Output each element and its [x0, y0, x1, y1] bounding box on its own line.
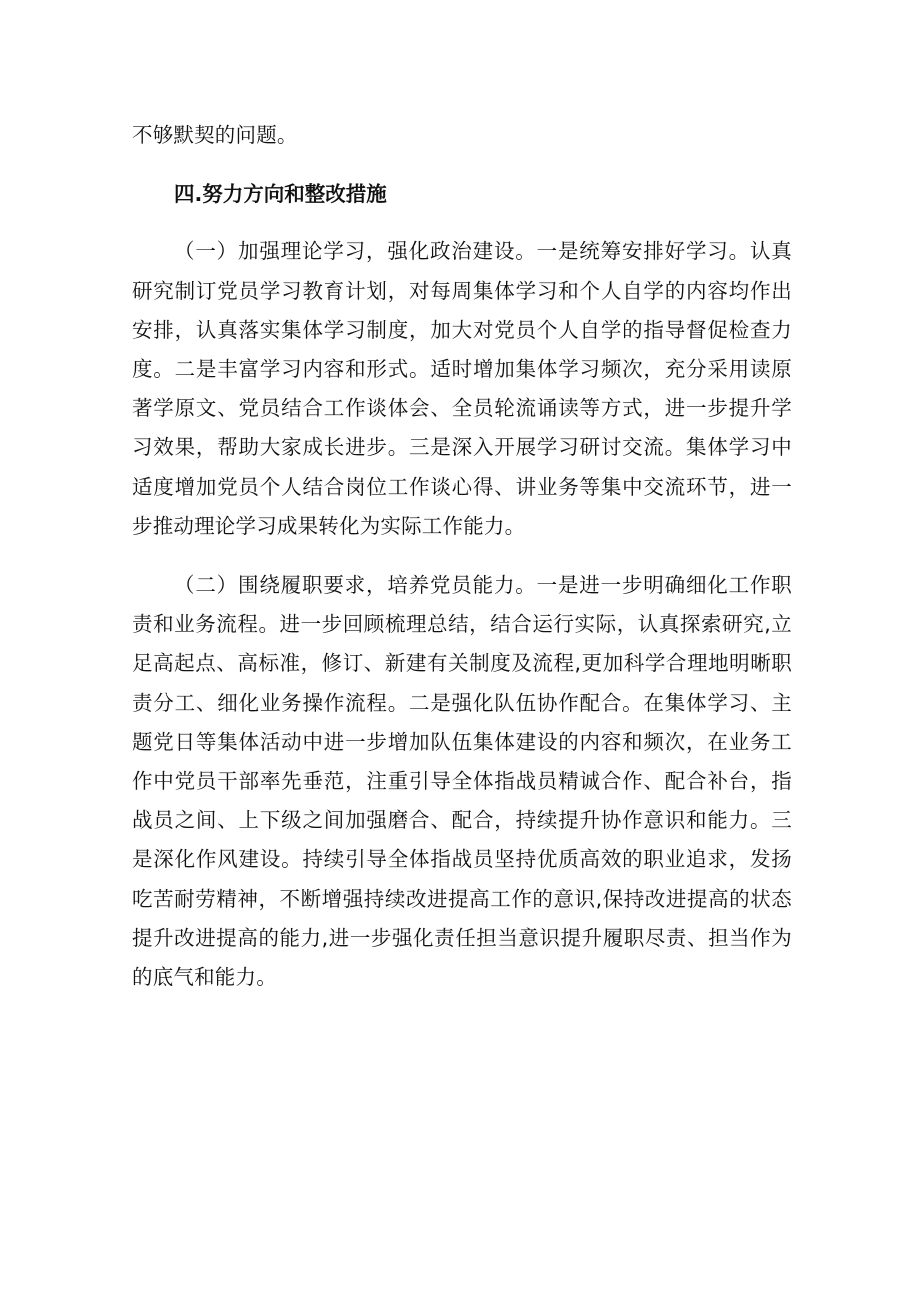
spacer: [132, 214, 792, 232]
section-heading: 四.努力方向和整改措施: [174, 182, 387, 207]
paragraph-2: （二）围绕履职要求，培养党员能力。一是进一步明确细化工作职责和业务流程。进一步回顾梳理总结，结合运行实际，认真探索研究,立足高起点、高标准，修订、新建有关制度及流程,更加科学合理地明晰职责分工、细化业务操作流程。二是强化队伍协作配合。在集体学习、主题党日等集体活动中进一步增加队伍集体建设的内容和频次，在业务工作中党员干部率先垂范，注重引导全体指战员精诚合作、配合补台，指战员之间、上下级之间加强磨合、配合，持续提升协作意识和能力。三是深化作风建设。持续引导全体指战员坚持优质高效的职业追求，发扬吃苦耐劳精神，不断增强持续改进提高工作的意识,保持改进提高的状态提升改进提高的能力,进一步强化责任担当意识提升履职尽责、担当作为的底气和能力。: [132, 573, 792, 990]
spacer: [132, 546, 792, 566]
spacer: [132, 155, 792, 175]
document-body: [132, 116, 792, 997]
paragraph-1: （一）加强理论学习，强化政治建设。一是统筹安排好学习。认真研究制订党员学习教育计划，对每周集体学习和个人自学的内容均作出安排，认真落实集体学习制度，加大对党员个人自学的指导督促检查力度。二是丰富学习内容和形式。适时增加集体学习频次，充分采用读原著学原文、党员结合工作谈体会、全员轮流诵读等方式，进一步提升学习效果，帮助大家成长进步。三是深入开展学习研讨交流。集体学习中适度增加党员个人结合岗位工作谈心得、讲业务等集中交流环节，进一步推动理论学习成果转化为实际工作能力。: [132, 239, 792, 538]
continuation-text: 不够默契的问题。: [132, 123, 298, 147]
